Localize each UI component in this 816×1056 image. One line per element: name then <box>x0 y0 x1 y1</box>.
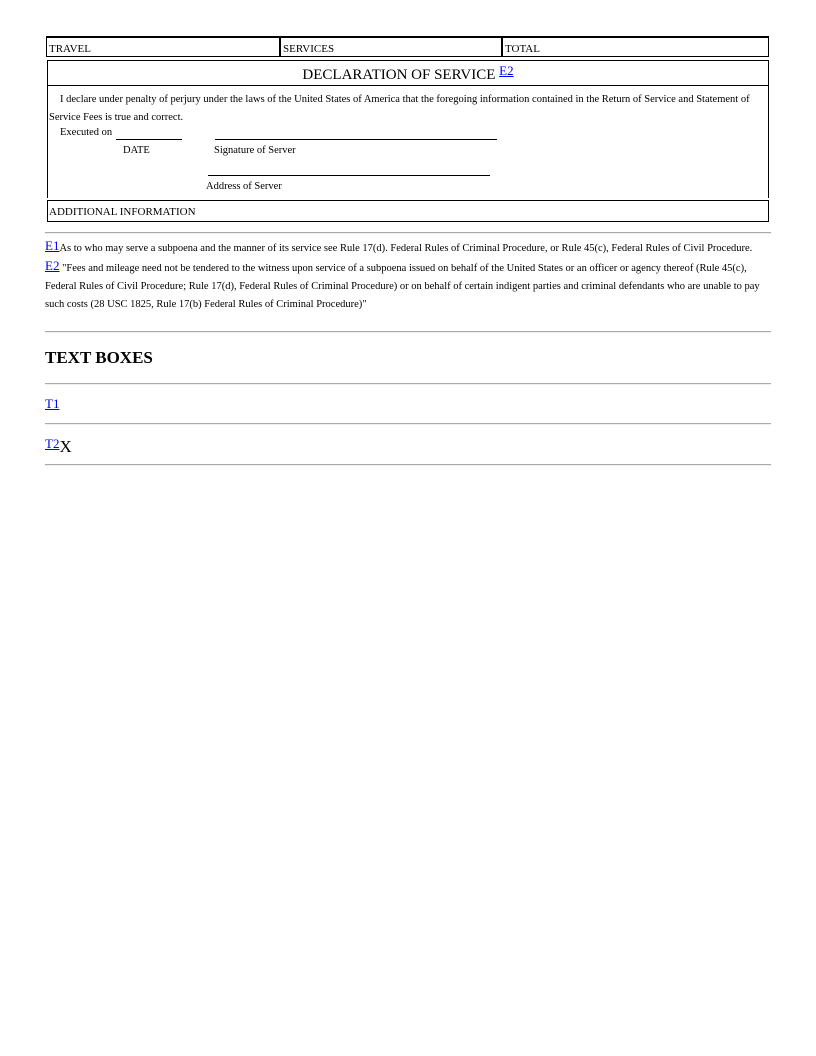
endnote-item <box>45 240 772 258</box>
signature-label: Signature of Server <box>214 145 296 156</box>
endnote-ref-e1[interactable]: E1 <box>45 238 60 253</box>
divider <box>45 331 771 333</box>
declaration-title-box <box>47 60 769 86</box>
endnotes <box>45 240 772 314</box>
server-address-line <box>208 175 490 176</box>
executed-on-label: Executed on <box>60 127 113 138</box>
services-fee-cell: SERVICES <box>280 36 502 57</box>
declaration-statement: I declare under penalty of perjury under the laws of the United States of America that the foregoing information contained in the Return of Service and Statement of Service Fees is true and correct. <box>49 94 750 123</box>
divider <box>45 232 771 234</box>
text-box-link-t1[interactable]: T1 <box>45 396 60 411</box>
divider <box>45 464 771 466</box>
declaration-title-text: DECLARATION OF SERVICE <box>302 67 496 83</box>
text-box-item <box>45 393 59 413</box>
server-signature-line <box>215 139 497 140</box>
declaration-title <box>48 63 768 84</box>
text-box-item <box>45 433 72 456</box>
date-label: DATE <box>123 145 150 156</box>
text-box-value: X <box>59 437 72 456</box>
endnote-text: "Fees and mileage need not be tendered to the witness upon service of a subpoena issued on behalf of the United States or an officer or agency thereof (Rule 45(c), Federal Rules of Civil Procedure; Rule 17(d), Federal Rules of Criminal Procedure) or on behalf of certain indigent parties and criminal defendants who are unable to pay such costs (28 USC 1825, Rule 17(b) Federal Rules of Criminal Procedure)" <box>45 263 760 310</box>
address-label: Address of Server <box>206 181 282 192</box>
travel-fee-cell: TRAVEL <box>46 36 280 57</box>
endnote-ref-e2[interactable]: E2 <box>45 258 60 273</box>
divider <box>45 423 771 425</box>
text-box-link-t2[interactable]: T2 <box>45 436 60 451</box>
declaration-body <box>47 86 769 198</box>
endnote-text: As to who may serve a subpoena and the manner of its service see Rule 17(d). Federal Rules of Criminal Procedure, or Rule 45(c), Federal Rules of Civil Procedure. <box>59 243 753 254</box>
endnote-item <box>45 260 772 314</box>
date-signature-line <box>116 139 182 140</box>
service-fees-row <box>46 36 770 59</box>
total-fee-cell: TOTAL <box>502 36 769 57</box>
endnote-link-e2[interactable]: E2 <box>499 63 514 78</box>
additional-information-box: ADDITIONAL INFORMATION <box>47 200 769 222</box>
text-boxes-heading: TEXT BOXES <box>45 348 153 367</box>
divider <box>45 383 771 385</box>
